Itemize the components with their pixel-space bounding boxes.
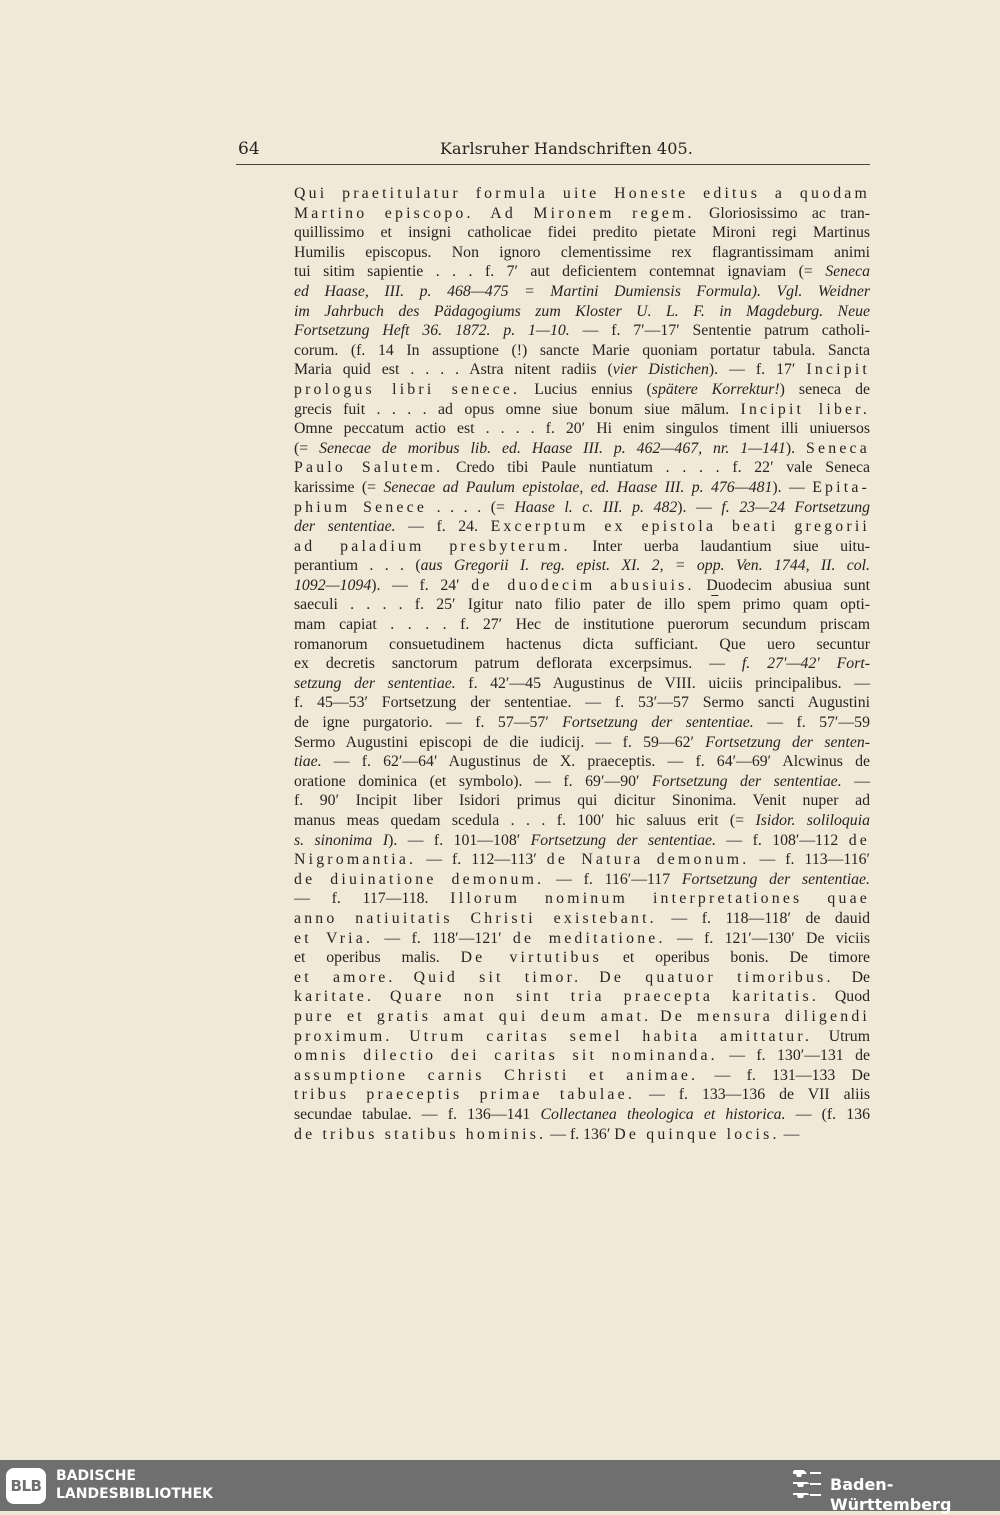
text-run: mam capiat . . . . f. 27′ Hec de institutione puerorum secundum priscam	[294, 616, 870, 634]
text-run	[393, 1028, 410, 1045]
text-line	[294, 262, 870, 282]
text-run: $\overline{e}$	[711, 596, 719, 614]
text-line	[294, 1046, 870, 1066]
text-run: — f. 57′—59	[753, 714, 870, 732]
spaced-text: Epita-	[812, 478, 870, 496]
spaced-text: pure et gratis amat qui deum amat.	[294, 1007, 652, 1025]
text-run: et operibus malis.	[294, 949, 461, 967]
italic-text: Fortsetzung Heft 36. 1872. p. 1—10.	[294, 322, 570, 340]
text-line	[294, 517, 870, 537]
text-line	[294, 282, 870, 302]
italic-text: Fortsetzung der sententiae.	[681, 870, 870, 888]
text-run: Inter uerba laudantium siue uitu-	[570, 537, 871, 555]
text-line	[294, 595, 870, 615]
italic-text: tiae.	[294, 753, 322, 771]
spaced-text: phium Senece	[294, 498, 428, 516]
italic-text: Senecae de moribus lib. ed. Haase III. p. 462—467, nr. 1—141	[319, 439, 786, 457]
italic-text: ed Haase, III. p. 468—475 = Martini Dumiensis Formula). Vgl. Weidner	[294, 282, 870, 300]
text-run: Utrum	[812, 1027, 870, 1045]
text-run: ).	[785, 439, 807, 457]
library-name-line2: LANDESBIBLIOTHEK	[56, 1486, 214, 1502]
text-run	[396, 969, 414, 986]
text-line	[294, 243, 870, 263]
spaced-text: prologus libri senece.	[294, 380, 521, 398]
text-run: saeculi . . . . f. 25′ Igitur nato filio pater de illo sp	[294, 596, 712, 614]
text-line	[294, 615, 870, 635]
text-run: Omne peccatum actio est . . . . f. 20′ Hi enim singulos timent illi uniuersos	[294, 420, 870, 438]
italic-text: vier Distichen	[612, 361, 709, 379]
text-line	[294, 889, 870, 909]
spaced-text: de diuinatione demonum.	[294, 870, 545, 888]
spaced-text: Incipit	[806, 361, 870, 379]
text-run: — f. 108′—112	[715, 831, 849, 849]
text-run: corum. (f. 14 In assuptione (!) sancte Marie quoniam portatur tabula. Sancta	[294, 341, 870, 359]
text-run: — f. 118′—121′	[373, 929, 513, 947]
text-line	[294, 478, 870, 498]
spaced-text: Qui praetitulatur formula uite Honeste editus a quodam	[294, 185, 870, 202]
spaced-text: et amore.	[294, 968, 396, 986]
text-run: . . . . (=	[427, 498, 515, 516]
library-footer-bar	[0, 1460, 1000, 1514]
italic-text: setzung der sententiae.	[294, 674, 456, 692]
text-run: Credo tibi Paule nuntiatum . . . . f. 22′ vale Seneca	[443, 459, 871, 477]
italic-text: Seneca	[825, 263, 870, 281]
italic-text: f. 27′—42′ Fort-	[741, 655, 870, 673]
text-line	[294, 674, 870, 694]
text-run: romanorum consuetudinem hactenus dicta sufficiant. Que uero secuntur	[294, 635, 870, 653]
spaced-text: assumptione carnis Christi et animae.	[294, 1066, 699, 1084]
spaced-text: De quatuor timoribus.	[599, 968, 834, 986]
text-line	[294, 223, 870, 243]
text-line	[294, 1085, 870, 1105]
text-run: et operibus bonis. De timore	[602, 949, 870, 967]
text-line	[294, 341, 870, 361]
spaced-text: ad paladium presbyterum.	[294, 537, 571, 555]
text-run: secundae tabulae. — f. 136—141	[294, 1105, 541, 1123]
text-run: f. 42′—45 Augustinus de VIII. uiciis principalibus. —	[455, 674, 871, 692]
spaced-text: De quinque locis.	[614, 1125, 780, 1143]
text-run: oratione dominica (et symbolo). — f. 69′—90′	[294, 772, 653, 790]
text-run: grecis fuit . . . . ad opus omne siue bonum siue mālum.	[294, 400, 741, 418]
spaced-text: proximum.	[294, 1027, 393, 1045]
text-run: manus meas quedam scedula . . . f. 100′ hic saluus erit (=	[294, 812, 756, 829]
text-run: — (f. 136	[785, 1105, 870, 1123]
text-line	[294, 204, 870, 224]
text-line	[294, 929, 870, 949]
text-line	[294, 987, 870, 1007]
text-run: quillissimo et insigni catholicae fidei predito pietate Mironi regi Martinus	[294, 224, 870, 242]
text-run: — f. 112—113′	[416, 851, 547, 869]
text-line	[294, 811, 870, 831]
text-run	[374, 988, 390, 1005]
text-run: m primo quam opti-	[718, 596, 870, 614]
italic-text: spätere Korrektur!	[651, 380, 780, 398]
text-line	[294, 498, 870, 518]
spaced-text: Quare non sint tria praecepta karitatis.	[390, 988, 819, 1006]
text-run: — f. 116′—117	[544, 870, 682, 888]
text-run: ). — f. 101—108′	[388, 831, 531, 849]
text-run: — f. 136′	[546, 1125, 615, 1143]
text-line	[294, 537, 870, 557]
text-line	[294, 733, 870, 753]
spaced-text: de meditatione.	[512, 929, 666, 947]
text-run: Sermo Augustini episcopi de die iudicij. — f. 59—62′	[294, 733, 706, 751]
text-line	[294, 458, 870, 478]
text-run: — f. 133—136 de VII aliis	[635, 1086, 870, 1104]
text-line	[294, 850, 870, 870]
text-line	[294, 791, 870, 811]
text-line	[294, 1007, 870, 1027]
text-run: De	[833, 968, 870, 986]
spaced-text: De virtutibus	[460, 949, 603, 967]
text-run: Quod	[819, 988, 870, 1006]
spaced-text: anno natiuitatis Christi existebant.	[294, 909, 657, 927]
spaced-text: de	[848, 831, 870, 849]
text-run: — f. 7′—17′ Sententie patrum catholi-	[569, 322, 870, 340]
header-rule	[236, 164, 870, 165]
text-run: perantium . . . (	[294, 557, 421, 575]
text-line	[294, 693, 870, 713]
italic-text: aus Gregorii I. reg. epist. XI. 2, = opp. Ven. 1744, II. col.	[420, 557, 870, 575]
spaced-text: Martino episcopo. Ad Mironem regem.	[294, 204, 695, 222]
text-run: Lucius ennius (	[520, 380, 652, 398]
spaced-text: tribus praeceptis primae tabulae.	[294, 1086, 635, 1104]
text-run: ex decretis sanctorum patrum deflorata excerpsimus. —	[294, 655, 742, 673]
italic-text: f. 23—24 Fortsetzung	[721, 498, 871, 516]
text-run: f. 90′ Incipit liber Isidori primus qui dicitur Sinonima. Venit nuper ad	[294, 792, 870, 810]
spaced-text: Quid sit timor.	[413, 968, 582, 986]
text-run: de igne purgatorio. — f. 57—57′	[294, 714, 563, 732]
page-number: 64	[238, 139, 260, 159]
baden-wuerttemberg-label[interactable]: Baden-Württemberg	[830, 1475, 952, 1514]
text-run: — f. 113—116′	[749, 851, 870, 869]
italic-text: 1092—1094	[294, 576, 372, 594]
text-run: Humilis episcopus. Non ignoro clementissime rex flagrantissimam animi	[294, 243, 870, 261]
text-run: ). — f. 17′	[708, 361, 807, 379]
text-line	[294, 870, 870, 890]
spaced-text: de duodecim abusiuis.	[471, 576, 695, 594]
spaced-text: Incipit liber.	[740, 400, 870, 418]
text-run: — f. 118—118′ de dauid	[656, 909, 870, 927]
text-run: Maria quid est . . . . Astra nitent radiis (	[294, 361, 613, 379]
text-line	[294, 948, 870, 968]
text-run: karissime (=	[294, 478, 384, 496]
italic-text: Collectanea theologica et historica.	[540, 1105, 786, 1123]
spaced-text: Nigromantia.	[294, 851, 417, 869]
text-line	[294, 419, 870, 439]
spaced-text: Seneca	[806, 439, 870, 457]
running-head: Karlsruher Handschriften 405.	[440, 139, 693, 158]
text-line	[294, 439, 870, 459]
text-run: ). — f. 24′	[371, 576, 472, 594]
text-run: ). —	[677, 498, 722, 516]
baden-wuerttemberg-lions-icon	[790, 1468, 824, 1504]
text-run	[581, 969, 599, 986]
text-run: Duodecim abusiua sunt	[694, 576, 870, 594]
text-line	[294, 1105, 870, 1125]
italic-text: im Jahrbuch des Pädagogiums zum Kloster U. L. F. in Magdeburg. Neue	[294, 302, 870, 320]
text-run: (=	[294, 439, 320, 457]
text-line	[294, 400, 870, 420]
text-line	[294, 556, 870, 576]
spaced-text: Paulo Salutem.	[294, 459, 444, 477]
text-run: — f. 24.	[395, 518, 491, 536]
text-run: ). —	[772, 478, 813, 496]
italic-text: Haase l. c. III. p. 482	[514, 498, 678, 516]
spaced-text: de tribus statibus hominis.	[294, 1125, 547, 1143]
blb-logo[interactable]: BLB	[6, 1468, 46, 1504]
italic-text: Fortsetzung der sententiae.	[530, 831, 716, 849]
text-line	[294, 1027, 870, 1047]
italic-text: s. sinonima I	[294, 831, 389, 849]
text-line	[294, 909, 870, 929]
italic-text: Isidor. soliloquia	[755, 812, 870, 829]
text-run: ) seneca de	[779, 380, 870, 398]
spaced-text: De mensura diligendi	[660, 1007, 871, 1025]
text-run: tui sitim sapientie . . . f. 7′ aut deficientem contemnat ignaviam (=	[294, 263, 826, 281]
italic-text: Fortsetzung der senten-	[705, 733, 870, 751]
italic-text: Fortsetzung der sententiae.	[562, 714, 754, 732]
library-name-line1: BADISCHE	[56, 1468, 136, 1484]
text-line	[294, 576, 870, 596]
text-line	[294, 635, 870, 655]
spaced-text: Excerptum ex epistola beati gregorii	[490, 518, 871, 536]
spaced-text: de Natura demonum.	[546, 851, 750, 869]
catalog-entry-text	[294, 184, 870, 1144]
spaced-text: et Vria.	[294, 929, 374, 947]
text-line	[294, 713, 870, 733]
spaced-text: omnis dilectio dei caritas sit nominanda.	[294, 1047, 718, 1065]
spaced-text: karitate.	[294, 988, 375, 1006]
text-run: f. 45—53′ Fortsetzung der sententiae. — f. 53′—57 Sermo sancti Augustini	[294, 694, 870, 712]
text-line	[294, 360, 870, 380]
spaced-text: Illorum nominum interpretationes quae	[450, 890, 870, 908]
italic-text: Fortsetzung der sententiae.	[652, 772, 842, 790]
text-line	[294, 302, 870, 322]
text-line	[294, 380, 870, 400]
text-run: —	[779, 1125, 800, 1143]
italic-text: Senecae ad Paulum epistolae, ed. Haase III. p. 476—481	[383, 478, 773, 496]
spaced-text: Utrum caritas semel habita amittatur.	[409, 1027, 813, 1045]
text-line	[294, 184, 870, 204]
text-run: — f. 130′—131 de	[717, 1047, 870, 1065]
text-run: — f. 117—118.	[294, 890, 451, 908]
text-run: Gloriosissimo ac tran-	[694, 204, 871, 222]
text-line	[294, 1066, 870, 1086]
italic-text: der sententiae.	[294, 518, 396, 536]
text-line	[294, 772, 870, 792]
text-run: —	[841, 772, 871, 790]
text-run: — f. 121′—130′ De viciis	[665, 929, 870, 947]
text-line	[294, 968, 870, 988]
text-run: — f. 62′—64′ Augustinus de X. praeceptis. — f. 64′—69′ Alcwinus de	[321, 753, 870, 771]
text-line	[294, 1125, 870, 1145]
text-line	[294, 752, 870, 772]
text-line	[294, 654, 870, 674]
text-line	[294, 321, 870, 341]
text-run	[651, 1008, 660, 1025]
text-run: — f. 131—133 De	[698, 1066, 870, 1084]
text-line	[294, 831, 870, 851]
